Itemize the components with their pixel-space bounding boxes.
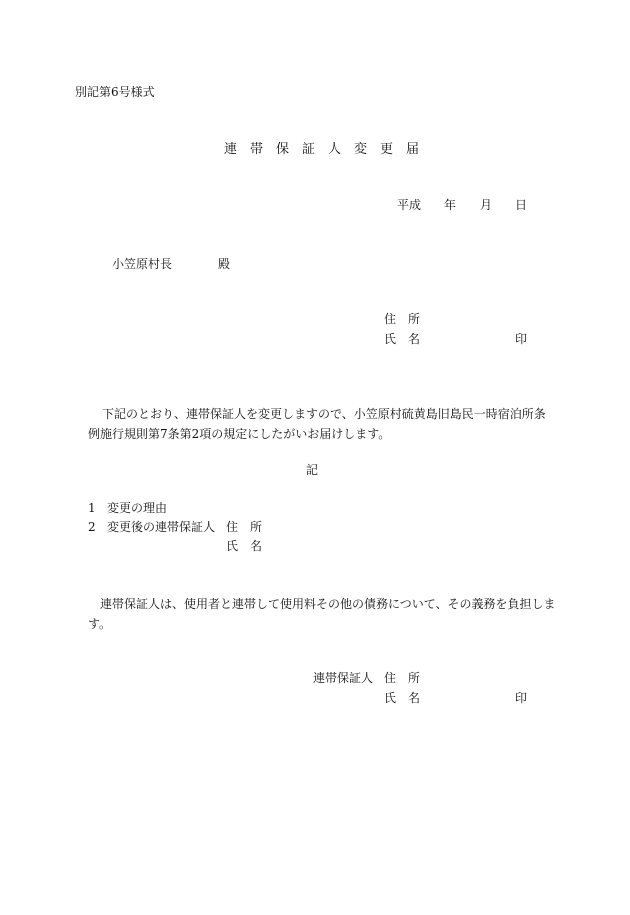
form-number: 別記第6号様式: [75, 85, 155, 99]
guarantor-title: 連帯保証人: [313, 671, 374, 685]
item-name-label: 氏 名: [226, 539, 263, 553]
guarantor-name-label: 氏 名: [384, 691, 421, 705]
date-era: 平成: [397, 198, 422, 212]
item-label: 変更後の連帯保証人: [107, 520, 216, 534]
item-address-label: 住 所: [226, 520, 263, 534]
item-number: 1: [88, 501, 96, 515]
body-paragraph: 下記のとおり、連帯保証人を変更しますので、小笠原村硫黄島旧島民一時宿泊所条例施行規則第7条第2項の規定にしたがいお届けします。: [88, 407, 546, 441]
item-number: 2: [88, 520, 96, 534]
date-month-label: 月: [480, 198, 493, 212]
addressee-honorific: 殿: [218, 257, 231, 271]
ki-label: 記: [306, 463, 319, 477]
applicant-address-label: 住 所: [384, 312, 421, 326]
date-year-label: 年: [444, 198, 457, 212]
item-label: 変更の理由: [107, 501, 168, 515]
addressee-name: 小笠原村長: [112, 257, 173, 271]
applicant-seal-label: 印: [515, 332, 528, 346]
applicant-name-label: 氏 名: [384, 332, 421, 346]
document-title: 連 帯 保 証 人 変 更 届: [224, 142, 420, 157]
guarantor-seal-label: 印: [515, 691, 528, 705]
date-day-label: 日: [515, 198, 528, 212]
guarantor-statement: 連帯保証人は、使用者と連帯して使用料その他の債務について、その義務を負担します。: [88, 597, 556, 631]
guarantor-address-label: 住 所: [384, 671, 421, 685]
